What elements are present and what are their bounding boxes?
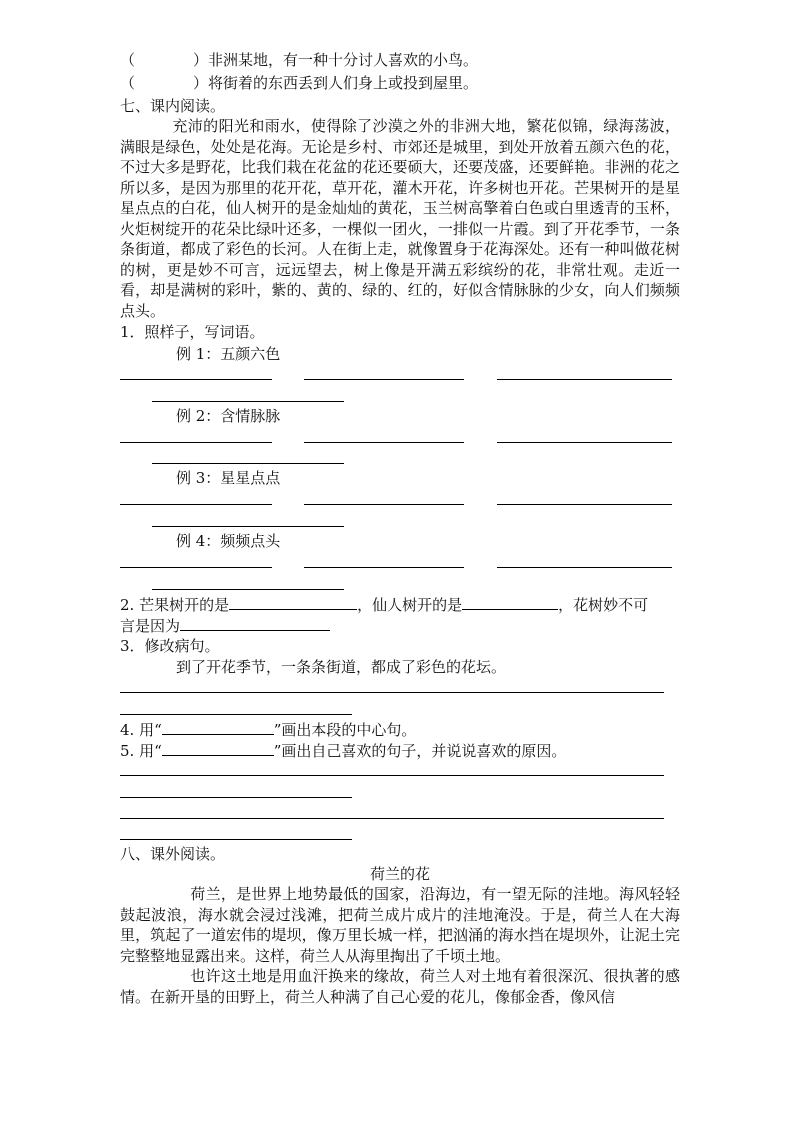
question-4-post: ”画出本段的中心句。 — [273, 721, 417, 739]
open-paren: （ — [120, 74, 136, 92]
answer-line[interactable] — [152, 401, 344, 402]
question-2-part-2: ，仙人树开的是 — [357, 596, 463, 614]
question-5 — [120, 740, 566, 761]
question-4-pre: 4. 用“ — [120, 721, 162, 739]
passage-2-paragraph-1-text: 荷兰，是世界上地势最低的国家，沿海边，有一望无际的洼地。海风轻轻鼓起波浪，海水就会浸过浅滩，把荷兰成片成片的洼地淹没。于是，荷兰人在大海里，筑起了一道宏伟的堤坝，像万里长城一样，把汹涌的海水挡在堤坝外，让泥土完完整整地显露出来。这样，荷兰人从海里掏出了千顷土地。 — [120, 885, 680, 965]
passage-2-paragraph-2 — [120, 966, 680, 1007]
answer-line[interactable] — [497, 379, 672, 380]
section-8-title: 八、课外阅读。 — [120, 845, 226, 863]
question-3-title: 3．修改病句。 — [120, 637, 220, 655]
question-2-cont — [120, 615, 330, 636]
open-paren: （ — [120, 51, 136, 69]
question-2-part-3: ，花树妙不可 — [558, 596, 649, 614]
question-2-part-1: 2. 芒果树开的是 — [120, 596, 230, 614]
answer-line[interactable] — [120, 775, 664, 776]
answer-line[interactable] — [120, 818, 664, 819]
question-2-part-4: 言是因为 — [120, 617, 181, 635]
answer-line[interactable] — [120, 839, 352, 840]
underline-sample — [162, 740, 274, 756]
question-text: ）非洲某地，有一种十分讨人喜欢的小鸟。 — [193, 51, 479, 69]
answer-line[interactable] — [497, 567, 672, 568]
question-1-title: 1．照样子，写词语。 — [120, 323, 265, 341]
answer-line[interactable] — [152, 589, 344, 590]
answer-line[interactable] — [120, 442, 272, 443]
answer-line[interactable] — [120, 714, 352, 715]
answer-line[interactable] — [497, 442, 672, 443]
answer-line[interactable] — [304, 442, 464, 443]
section-7-title: 七、课内阅读。 — [120, 97, 226, 115]
story-title: 荷兰的花 — [369, 865, 430, 883]
answer-line[interactable] — [120, 567, 272, 568]
answer-line[interactable] — [497, 504, 672, 505]
answer-line[interactable] — [304, 504, 464, 505]
answer-line[interactable] — [120, 797, 352, 798]
passage-2 — [120, 884, 680, 1007]
answer-line[interactable] — [152, 463, 344, 464]
underline-sample — [162, 719, 274, 735]
answer-blank[interactable] — [462, 594, 558, 610]
blank-question-1 — [120, 50, 478, 70]
answer-line[interactable] — [152, 526, 344, 527]
passage-1 — [120, 116, 680, 321]
question-5-post: ”画出自己喜欢的句子，并说说喜欢的原因。 — [273, 742, 567, 760]
answer-line[interactable] — [120, 379, 272, 380]
answer-line[interactable] — [120, 504, 272, 505]
answer-line[interactable] — [120, 692, 664, 693]
example-3: 例 3：星星点点 — [176, 469, 281, 487]
passage-2-paragraph-1 — [120, 884, 680, 966]
answer-blank[interactable] — [229, 594, 357, 610]
answer-blank[interactable] — [180, 615, 330, 631]
question-text: ）将街着的东西丢到人们身上或投到屋里。 — [193, 74, 479, 92]
question-2 — [120, 594, 648, 615]
example-1: 例 1：五颜六色 — [176, 345, 281, 363]
question-5-pre: 5. 用“ — [120, 742, 162, 760]
blank-question-2 — [120, 73, 478, 93]
passage-1-text: 充沛的阳光和雨水，使得除了沙漠之外的非洲大地，繁花似锦，绿海荡波，满眼是绿色，处处是花海。无论是乡村、市郊还是城里，到处开放着五颜六色的花，不过大多是野花，比我们栽在花盆的花还要硕大，还要茂盛，还要鲜艳。非洲的花之所以多，是因为那里的花开花，草开花，灌木开花，许多树也开花。芒果树开的是星星点点的白花，仙人树开的是金灿灿的黄花，玉兰树高擎着白色或白里透青的玉杯，火炬树绽开的花朵比绿叶还多，一棵似一团火，一排似一片霞。到了开花季节，一条条街道，都成了彩色的长河。人在街上走，就像置身于花海深处。还有一种叫做花树的树，更是妙不可言，远远望去，树上像是开满五彩缤纷的花，非常壮观。走近一看，却是满树的彩叶，紫的、黄的、绿的、红的，好似含情脉脉的少女，向人们频频点头。 — [120, 117, 680, 320]
example-4: 例 4：频频点头 — [176, 532, 281, 550]
answer-line[interactable] — [304, 379, 464, 380]
question-3-sentence: 到了开花季节，一条条街道，都成了彩色的花坛。 — [176, 658, 507, 676]
answer-line[interactable] — [304, 567, 464, 568]
question-4 — [120, 719, 416, 740]
example-2: 例 2：含情脉脉 — [176, 407, 281, 425]
passage-2-paragraph-2-text: 也许这土地是用血汗换来的缘故，荷兰人对土地有着很深沉、很执著的感情。在新开垦的田野上，荷兰人种满了自己心爱的花儿，像郁金香，像风信 — [120, 967, 680, 1006]
